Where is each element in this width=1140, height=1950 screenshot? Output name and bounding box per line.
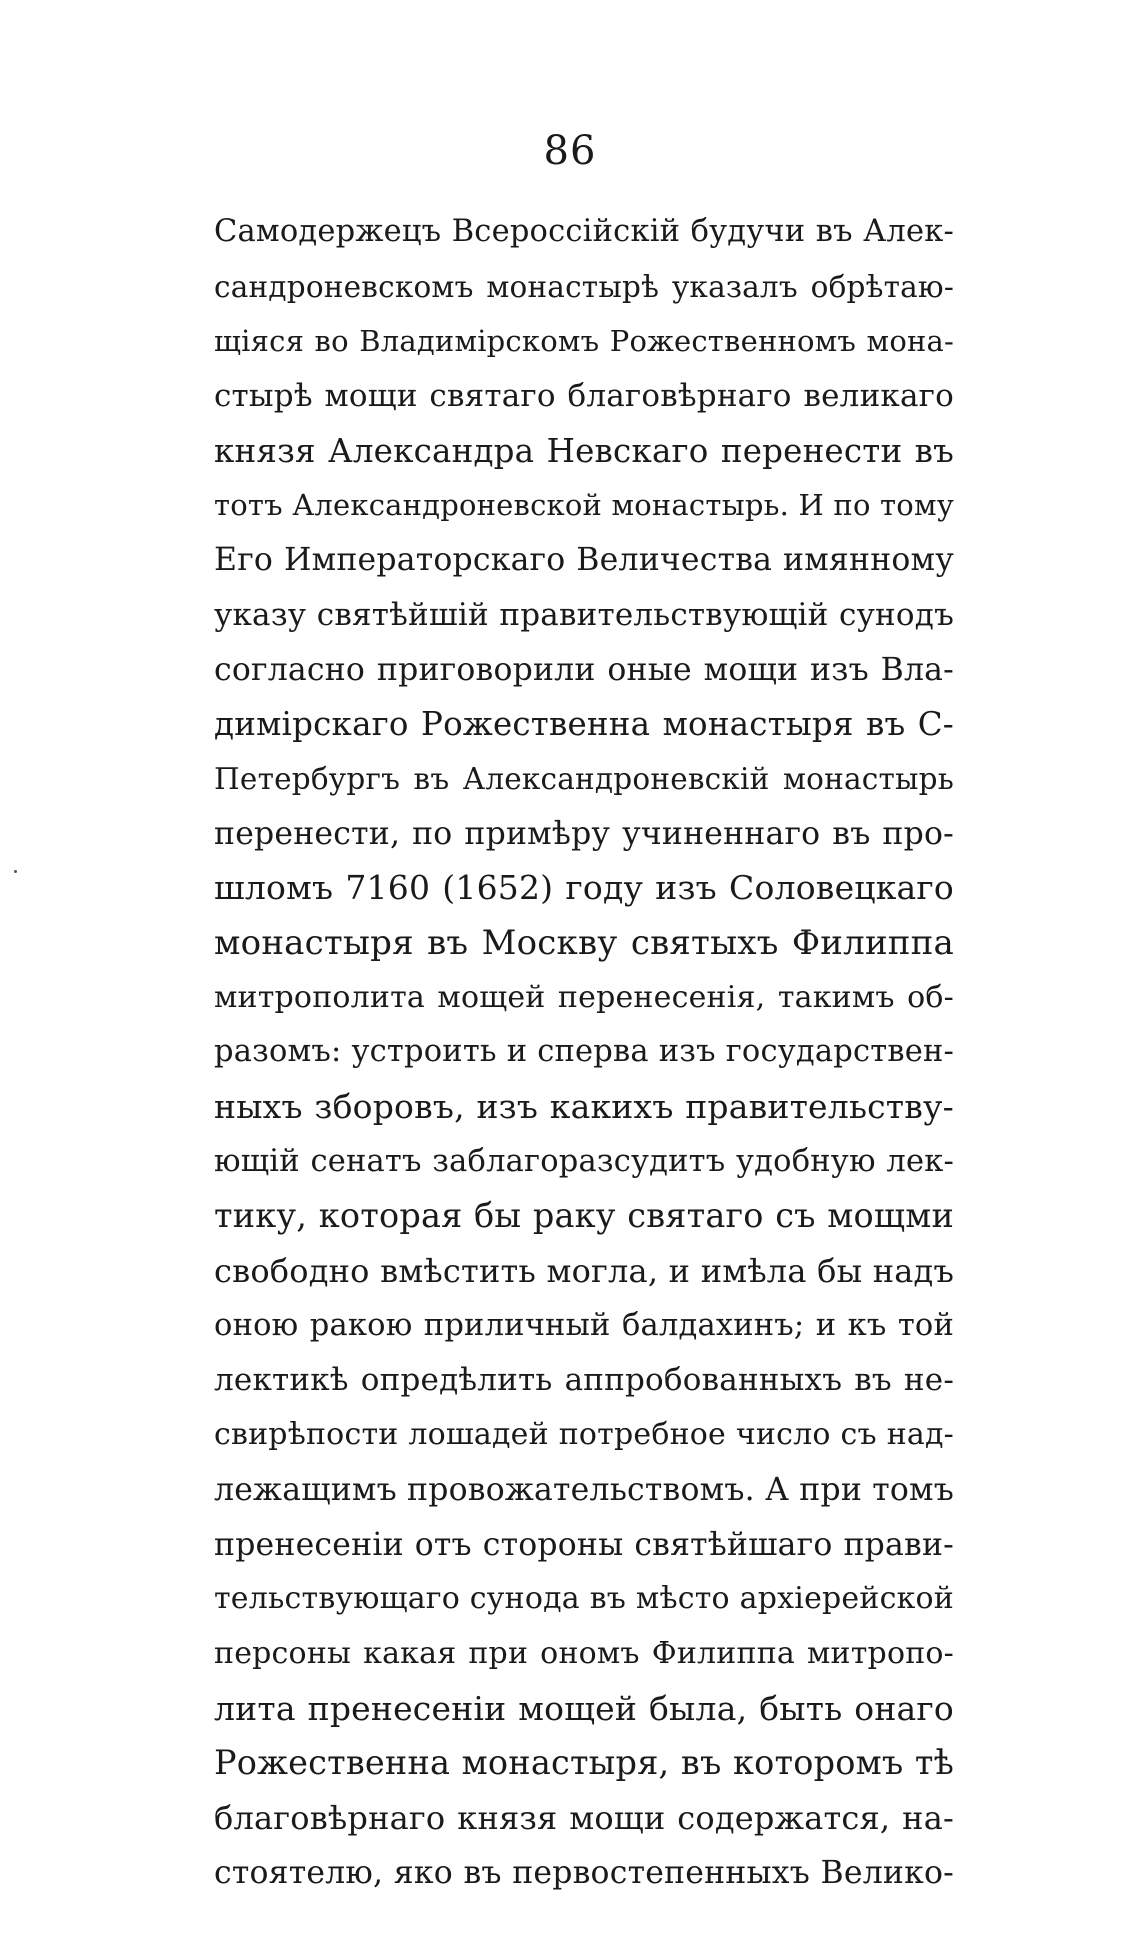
text-line-9: согласно приговорили оные мощи изъ Вла- xyxy=(214,651,954,688)
text-line-24: лежащимъ провожательствомъ. А при томъ xyxy=(214,1471,954,1508)
text-line-22: лектикѣ опредѣлить аппробованныхъ въ не- xyxy=(214,1362,954,1399)
text-line-20: свободно вмѣстить могла, и имѣла бы надъ xyxy=(214,1252,954,1291)
page-number: 86 xyxy=(543,128,597,174)
text-line-29: Рожественна монастыря, въ которомъ тѣ xyxy=(214,1743,954,1783)
text-line-17: ныхъ зборовъ, изъ какихъ правительству- xyxy=(214,1087,954,1126)
text-line-31: стоятелю, яко въ первостепенныхъ Велико- xyxy=(214,1854,954,1891)
text-line-14: монастыря въ Москву святыхъ Филиппа xyxy=(214,922,954,963)
text-line-25: пренесеніи отъ стороны святѣйшаго прави- xyxy=(214,1526,954,1563)
body-text xyxy=(214,205,954,1900)
text-line-19: тику, которая бы раку святаго съ мощми xyxy=(214,1196,954,1236)
text-line-10: димірскаго Рожественна монастыря въ С- xyxy=(214,705,954,744)
text-line-1: Самодержецъ Всероссійскій будучи въ Алек- xyxy=(214,214,954,249)
scan-speck xyxy=(14,870,17,873)
text-line-3: щіяся во Владимірскомъ Рожественномъ мона- xyxy=(214,324,954,359)
text-line-18: ющій сенатъ заблагоразсудитъ удобную лек- xyxy=(214,1143,954,1179)
text-line-5: князя Александра Невскаго перенести въ xyxy=(214,431,954,470)
text-line-13: шломъ 7160 (1652) году изъ Соловецкаго xyxy=(214,868,954,908)
text-line-4: стырѣ мощи святаго благовѣрнаго великаго xyxy=(214,378,954,415)
text-line-28: лита пренесеніи мощей была, быть онаго xyxy=(214,1688,954,1728)
text-line-7: Его Императорскаго Величества имянному xyxy=(214,542,954,579)
text-line-26: тельствующаго сунода въ мѣсто архіерейской xyxy=(214,1581,954,1617)
text-line-16: разомъ: устроить и сперва изъ государствен- xyxy=(214,1034,954,1070)
text-line-15: митрополита мощей перенесенія, такимъ об- xyxy=(214,979,954,1015)
text-line-6: тотъ Александроневской монастырь. И по тому xyxy=(214,488,954,523)
text-line-30: благовѣрнаго князя мощи содержатся, на- xyxy=(214,1798,954,1837)
text-line-12: перенести, по примѣру учиненнаго въ про- xyxy=(214,815,954,852)
text-line-8: указу святѣйшій правительствующій сунодъ xyxy=(214,596,954,633)
text-line-2: сандроневскомъ монастырѣ указалъ обрѣтаю- xyxy=(214,269,954,304)
text-line-23: свирѣпости лошадей потребное число съ над- xyxy=(214,1417,954,1453)
text-line-11: Петербургъ въ Александроневскій монастырь xyxy=(214,761,954,796)
text-line-21: оною ракою приличный балдахинъ; и къ той xyxy=(214,1307,954,1343)
text-line-27: персоны какая при ономъ Филиппа митропо- xyxy=(214,1635,954,1671)
